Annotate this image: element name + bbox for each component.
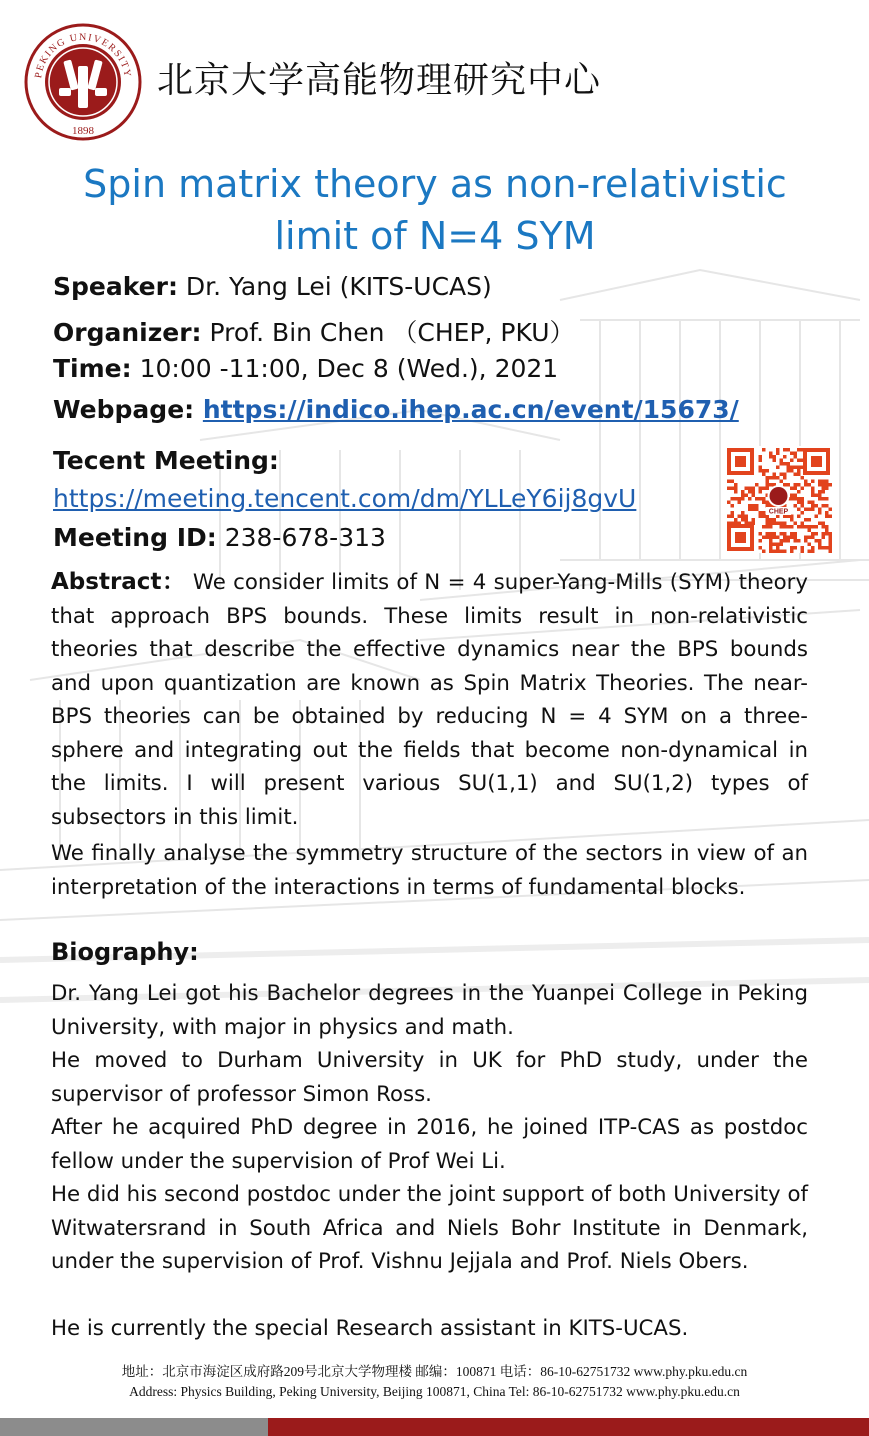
- time-value: 10:00 -11:00, Dec 8 (Wed.), 2021: [131, 354, 559, 383]
- logo-text-top: PEKING UNIVERSITY: [33, 31, 133, 80]
- institute-name: 北京大学高能物理研究中心: [157, 60, 602, 101]
- abstract-text-1: We consider limits of N = 4 super-Yang-Mills (SYM) theory that approach BPS bounds. These limits result in non-relativistic theories that describe the effective dynamics near the BPS bounds and upon quantization are known as Spin Matrix Theories. The near-BPS theories can be obtained by reducing N = 4 SYM on a three-sphere and integrating out the fields that become non-dynamical in the limits. I will present various SU(1,1) and SU(1,2) types of subsectors in this limit.: [51, 570, 808, 830]
- meeting-id-line: [53, 523, 386, 552]
- abstract-paragraph-2: We finally analyse the symmetry structure of the sectors in view of an interpretation of the interactions in terms of fundamental blocks.: [51, 841, 808, 900]
- talk-title: [40, 158, 830, 262]
- meeting-link[interactable]: https://meeting.tencent.com/dm/YLLeY6ij8gvU: [53, 484, 637, 513]
- footer-address-cn: 地址：北京市海淀区成府路209号北京大学物理楼 邮编：100871 电话：86-10-62751732 www.phy.pku.edu.cn: [121, 1364, 748, 1379]
- organizer-line: [53, 313, 575, 349]
- footer-bar-gray: [0, 1418, 268, 1436]
- speaker-label: Speaker:: [53, 272, 178, 301]
- biography-label: Biography:: [51, 938, 199, 966]
- footer-address-en: Address: Physics Building, Peking University, Beijing 100871, China Tel: 86-10-62751732 www.phy.pku.edu.cn: [129, 1384, 740, 1399]
- organizer-label: Organizer:: [53, 318, 202, 347]
- talk-title-line2: limit of N=4 SYM: [274, 214, 596, 258]
- footer-bar-red: [268, 1418, 869, 1436]
- abstract-paragraph-1: [51, 566, 808, 834]
- logo-year: 1898: [72, 125, 94, 137]
- talk-title-line1: Spin matrix theory as non-relativistic: [83, 162, 787, 206]
- qr-label: CHEP: [768, 508, 789, 516]
- time-line: [53, 354, 558, 383]
- biography-paragraph-3: After he acquired PhD degree in 2016, he joined ITP-CAS as postdoc fellow under the supervision of Prof Wei Li.: [51, 1115, 808, 1174]
- biography-paragraph-5: He is currently the special Research assistant in KITS-UCAS.: [51, 1316, 689, 1341]
- meeting-label: Tecent Meeting:: [53, 446, 279, 475]
- time-label: Time:: [53, 354, 132, 383]
- speaker-line: [53, 272, 492, 301]
- abstract-label: Abstract：: [51, 569, 186, 595]
- webpage-line: [53, 395, 739, 424]
- biography-paragraph-4: He did his second postdoc under the joint support of both University of Witwatersrand in South Africa and Niels Bohr Institute in Denmark, under the supervision of Prof. Vishnu Jejjala and Prof. Niels Obers.: [51, 1182, 808, 1274]
- biography-paragraph-1: Dr. Yang Lei got his Bachelor degrees in the Yuanpei College in Peking University, with major in physics and math.: [51, 981, 808, 1040]
- meeting-line: [53, 484, 636, 513]
- webpage-link[interactable]: https://indico.ihep.ac.cn/event/15673/: [202, 395, 739, 424]
- qr-code[interactable]: [725, 446, 832, 553]
- meeting-id-label: Meeting ID:: [53, 523, 217, 552]
- organizer-value: Prof. Bin Chen （CHEP, PKU）: [201, 318, 575, 347]
- meeting-id-value: 238-678-313: [216, 523, 386, 552]
- pku-logo: [23, 22, 143, 142]
- speaker-value: Dr. Yang Lei (KITS-UCAS): [177, 272, 492, 301]
- webpage-label: Webpage:: [53, 395, 203, 424]
- biography-paragraph-2: He moved to Durham University in UK for PhD study, under the supervisor of professor Simon Ross.: [51, 1048, 808, 1107]
